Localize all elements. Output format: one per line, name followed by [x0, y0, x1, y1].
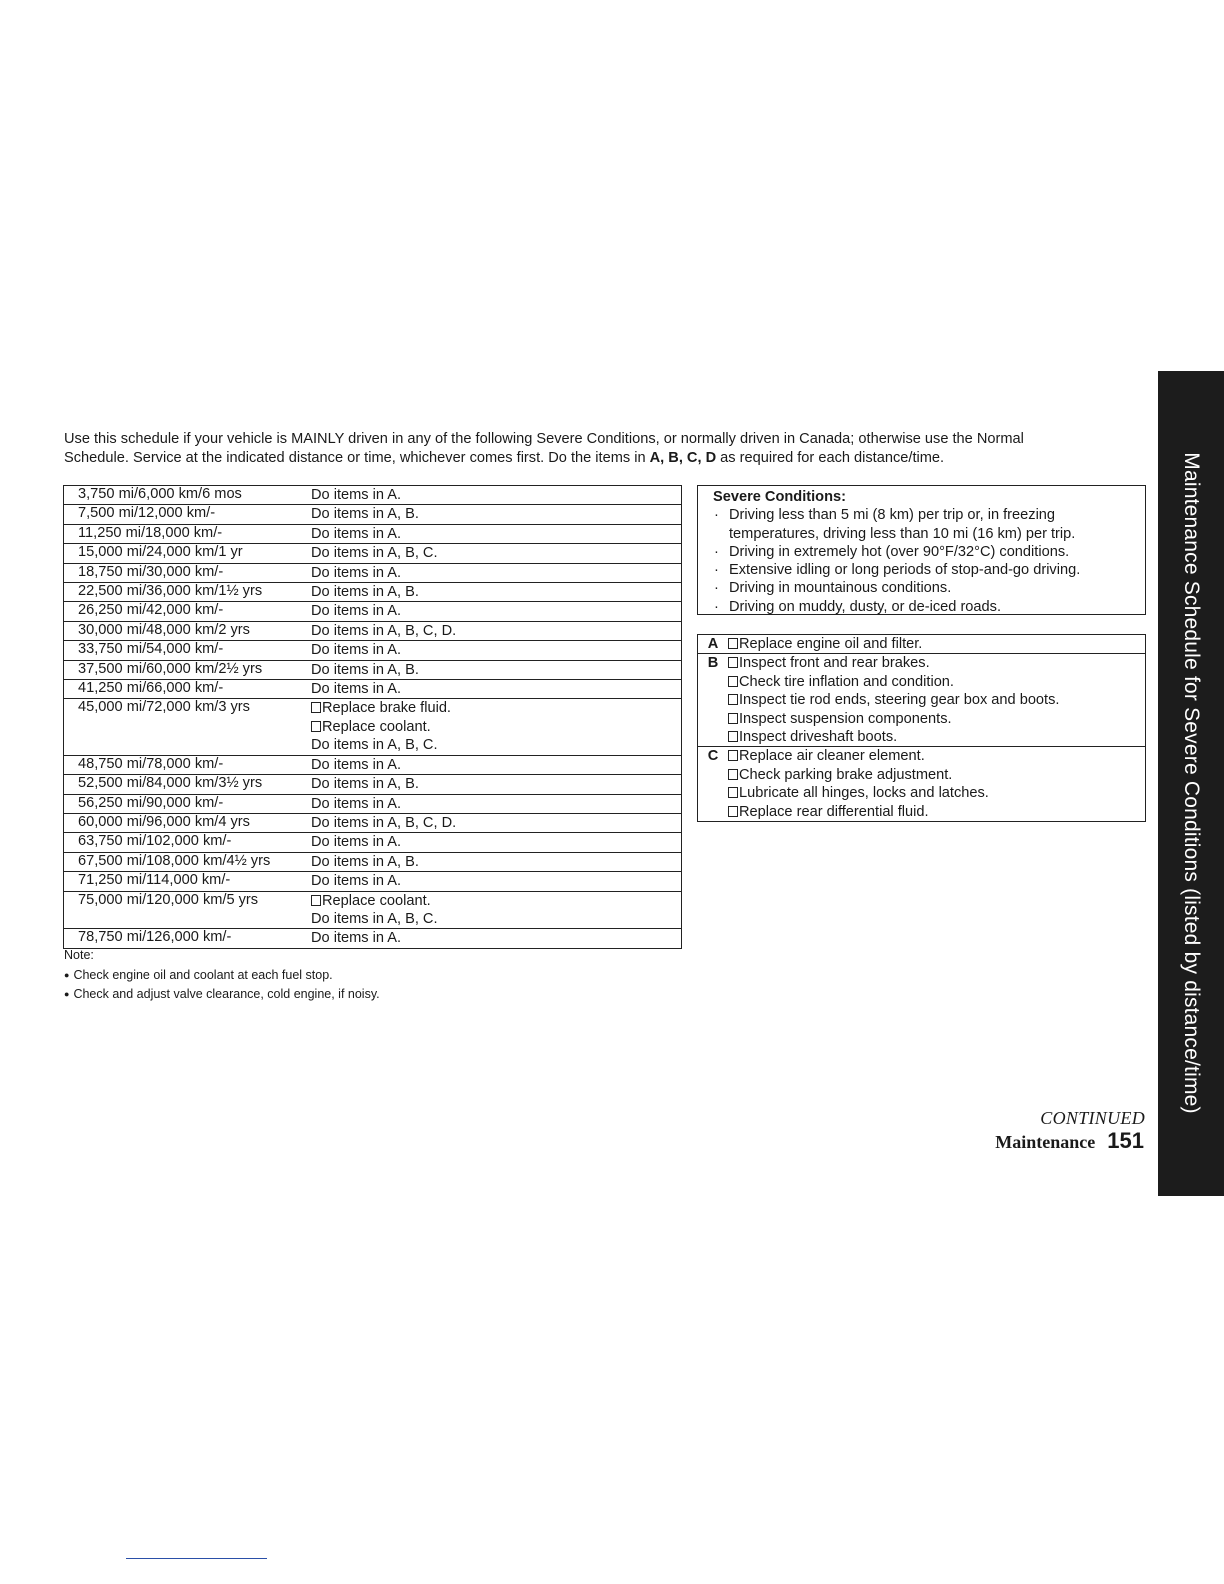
note-bullet-icon: ●: [64, 989, 70, 999]
severe-condition-item: [713, 579, 1145, 597]
severe-condition-text: Driving in extremely hot (over 90°F/32°C) conditions.: [729, 543, 1070, 560]
schedule-interval: 52,500 mi/84,000 km/3½ yrs: [78, 775, 263, 792]
schedule-row: [64, 486, 681, 505]
schedule-action-text: Do items in A.: [311, 642, 402, 659]
checkbox-icon: [728, 713, 738, 724]
item-group-letter: C: [707, 748, 719, 765]
maintenance-item-text: Replace rear differential fluid.: [739, 803, 929, 820]
schedule-action: [311, 622, 681, 640]
schedule-action: [311, 795, 681, 813]
checkbox-icon: [311, 895, 321, 906]
schedule-action: [311, 583, 681, 601]
checkbox-icon: [728, 750, 738, 761]
item-group-list: [728, 747, 1145, 821]
schedule-action: [311, 641, 681, 659]
schedule-action-text: Replace brake fluid.: [322, 700, 451, 717]
bullet-icon: ·: [714, 562, 719, 579]
checkbox-icon: [728, 806, 738, 817]
maintenance-item: [728, 710, 1145, 728]
schedule-action: [311, 775, 681, 793]
schedule-row: [64, 583, 681, 602]
schedule-actions: [297, 929, 681, 947]
schedule-row: [64, 564, 681, 583]
schedule-interval: 18,750 mi/30,000 km/-: [78, 563, 224, 580]
schedule-action: [311, 525, 681, 543]
schedule-row: [64, 853, 681, 872]
schedule-actions: [297, 661, 681, 679]
item-group-letter: B: [707, 655, 719, 672]
item-group-a: [698, 635, 1145, 654]
schedule-action-text: Do items in A, B.: [311, 506, 419, 523]
schedule-interval: 48,750 mi/78,000 km/-: [78, 755, 224, 772]
schedule-interval: 71,250 mi/114,000 km/-: [78, 872, 231, 889]
item-group-list: [728, 654, 1145, 746]
schedule-action-text: Do items in A.: [311, 564, 402, 581]
severe-condition-item: [713, 506, 1145, 543]
note-label: Note:: [64, 948, 94, 962]
schedule-action-text: Do items in A, B, C.: [311, 910, 438, 927]
maintenance-item-text: Inspect front and rear brakes.: [739, 655, 930, 672]
checkbox-icon: [728, 787, 738, 798]
schedule-actions: [297, 775, 681, 793]
maintenance-item: [728, 691, 1145, 709]
item-group-b: [698, 654, 1145, 747]
checkbox-icon: [728, 676, 738, 687]
schedule-actions: [297, 602, 681, 620]
intro-text: [64, 430, 1149, 468]
maintenance-item: [728, 635, 1145, 653]
schedule-actions: [297, 641, 681, 659]
schedule-actions: [297, 486, 681, 504]
schedule-interval: 11,250 mi/18,000 km/-: [78, 524, 223, 541]
intro-line-2: [64, 449, 1149, 468]
schedule-interval: 63,750 mi/102,000 km/-: [78, 833, 232, 850]
bullet-icon: ·: [714, 580, 719, 597]
maintenance-item: [728, 728, 1145, 746]
intro-line-2-end: as required for each distance/time.: [716, 450, 945, 466]
schedule-action-text: Do items in A.: [311, 756, 402, 773]
maintenance-item: [728, 784, 1145, 802]
schedule-interval: 15,000 mi/24,000 km/1 yr: [78, 544, 243, 561]
schedule-row: [64, 602, 681, 621]
schedule-action-text: Do items in A.: [311, 873, 402, 890]
schedule-action: [311, 602, 681, 620]
checkbox-icon: [728, 731, 738, 742]
schedule-action: [311, 929, 681, 947]
maintenance-item: [728, 747, 1145, 765]
severe-condition-text: Driving on muddy, dusty, or de-iced roads.: [729, 598, 1002, 615]
schedule-interval: 41,250 mi/66,000 km/-: [78, 680, 224, 697]
checkbox-icon: [728, 657, 738, 668]
note-item: [64, 985, 380, 1005]
schedule-actions: [297, 833, 681, 851]
maintenance-items-table: [697, 634, 1146, 822]
schedule-interval: 60,000 mi/96,000 km/4 yrs: [78, 813, 250, 830]
continued-label: CONTINUED: [1040, 1108, 1145, 1128]
schedule-action-text: Do items in A, B, C.: [311, 545, 438, 562]
maintenance-item-text: Inspect driveshaft boots.: [739, 729, 898, 746]
schedule-interval: 67,500 mi/108,000 km/4½ yrs: [78, 852, 271, 869]
schedule-action-text: Do items in A.: [311, 487, 402, 503]
schedule-action: [311, 661, 681, 679]
checkbox-icon: [728, 638, 738, 649]
schedule-interval: 7,500 mi/12,000 km/-: [78, 505, 216, 522]
schedule-actions: [297, 756, 681, 774]
schedule-action-text: Do items in A.: [311, 834, 402, 851]
note-section: [64, 946, 380, 1005]
maintenance-item: [728, 766, 1145, 784]
schedule-action-text: Do items in A, B.: [311, 853, 419, 870]
schedule-interval: 56,250 mi/90,000 km/-: [78, 794, 224, 811]
schedule-action-text: Do items in A.: [311, 603, 402, 620]
schedule-action: [311, 736, 681, 754]
intro-line-1: Use this schedule if your vehicle is MAINLY driven in any of the following Severe Conditions, or normally driven in Canada; otherwise use the Normal: [64, 431, 1024, 447]
schedule-actions: [297, 544, 681, 562]
bullet-icon: ·: [714, 598, 719, 615]
schedule-action-text: Do items in A, B, C, D.: [311, 814, 457, 831]
schedule-action-text: Do items in A.: [311, 525, 402, 542]
severe-condition-item: [713, 561, 1145, 579]
schedule-interval: 45,000 mi/72,000 km/3 yrs: [78, 699, 250, 716]
schedule-action-text: Do items in A, B.: [311, 661, 419, 678]
page-number: 151: [1107, 1128, 1144, 1153]
maintenance-item-text: Replace engine oil and filter.: [739, 636, 923, 652]
schedule-action-text: Do items in A, B.: [311, 776, 419, 793]
bottom-rule: [126, 1558, 267, 1559]
schedule-actions: [297, 853, 681, 871]
side-tab: [1158, 371, 1224, 1196]
schedule-actions: [297, 564, 681, 582]
maintenance-item: [728, 803, 1145, 821]
schedule-action: [311, 699, 681, 717]
schedule-row: [64, 795, 681, 814]
checkbox-icon: [728, 694, 738, 705]
schedule-row: [64, 622, 681, 641]
schedule-actions: [297, 795, 681, 813]
schedule-row: [64, 680, 681, 699]
checkbox-icon: [311, 721, 321, 732]
checkbox-icon: [728, 769, 738, 780]
schedule-row: [64, 929, 681, 947]
schedule-action-text: Do items in A, B.: [311, 584, 419, 601]
schedule-action-text: Do items in A.: [311, 681, 402, 698]
schedule-actions: [297, 872, 681, 890]
maintenance-item-text: Check parking brake adjustment.: [739, 766, 953, 783]
note-bullet-icon: ●: [64, 969, 70, 980]
schedule-action-text: Replace coolant.: [322, 718, 431, 735]
severe-conditions-list: [713, 506, 1145, 616]
schedule-actions: [297, 699, 681, 754]
schedule-action: [311, 544, 681, 562]
intro-line-2-start: Schedule. Service at the indicated distance or time, whichever comes first. Do the items in: [64, 450, 650, 466]
schedule-row: [64, 756, 681, 775]
schedule-actions: [297, 505, 681, 523]
section-name: Maintenance: [995, 1132, 1096, 1152]
maintenance-item-text: Check tire inflation and condition.: [739, 673, 954, 690]
note-item-text: Check engine oil and coolant at each fuel stop.: [73, 967, 333, 982]
side-tab-label: Maintenance Schedule for Severe Conditions (listed by distance/time): [1180, 452, 1203, 1114]
maintenance-item-text: Inspect tie rod ends, steering gear box and boots.: [739, 692, 1060, 709]
maintenance-item: [728, 673, 1145, 691]
schedule-action: [311, 853, 681, 871]
schedule-action: [311, 680, 681, 698]
severe-condition-text: Extensive idling or long periods of stop-and-go driving.: [729, 562, 1081, 579]
schedule-action: [311, 756, 681, 774]
schedule-action: [311, 833, 681, 851]
schedule-row: [64, 544, 681, 563]
schedule-row: [64, 505, 681, 524]
item-group-c: [698, 747, 1145, 821]
schedule-actions: [297, 680, 681, 698]
maintenance-item: [728, 654, 1145, 672]
schedule-row: [64, 814, 681, 833]
severe-conditions-box: [697, 485, 1146, 615]
maintenance-item-text: Lubricate all hinges, locks and latches.: [739, 785, 989, 802]
item-group-letter: A: [707, 636, 719, 652]
schedule-row: [64, 525, 681, 544]
schedule-interval: 22,500 mi/36,000 km/1½ yrs: [78, 583, 263, 600]
schedule-action-text: Do items in A.: [311, 795, 402, 812]
schedule-action-text: Do items in A.: [311, 930, 402, 947]
schedule-row: [64, 641, 681, 660]
schedule-table: [63, 485, 682, 949]
schedule-action: [311, 814, 681, 832]
schedule-actions: [297, 892, 681, 929]
bullet-icon: ·: [714, 543, 719, 560]
schedule-row: [64, 872, 681, 891]
schedule-action: [311, 892, 681, 910]
severe-condition-item: [713, 598, 1145, 616]
note-item-text: Check and adjust valve clearance, cold engine, if noisy.: [73, 987, 380, 1001]
note-item: [64, 966, 380, 986]
schedule-row: [64, 661, 681, 680]
schedule-interval: 75,000 mi/120,000 km/5 yrs: [78, 891, 259, 908]
schedule-action: [311, 910, 681, 928]
schedule-interval: 37,500 mi/60,000 km/2½ yrs: [78, 660, 263, 677]
item-group-list: [728, 635, 1145, 653]
schedule-action: [311, 718, 681, 736]
schedule-actions: [297, 583, 681, 601]
checkbox-icon: [311, 702, 321, 713]
schedule-interval: 3,750 mi/6,000 km/6 mos: [78, 486, 242, 502]
severe-condition-text: Driving in mountainous conditions.: [729, 580, 952, 597]
maintenance-item-text: Replace air cleaner element.: [739, 748, 925, 765]
page-footer: [995, 1128, 1144, 1154]
schedule-actions: [297, 814, 681, 832]
schedule-actions: [297, 525, 681, 543]
severe-condition-item: [713, 543, 1145, 561]
schedule-action: [311, 505, 681, 523]
schedule-action-text: Do items in A, B, C.: [311, 737, 438, 754]
schedule-interval: 33,750 mi/54,000 km/-: [78, 641, 224, 658]
severe-conditions-title: Severe Conditions:: [713, 489, 846, 505]
schedule-action: [311, 564, 681, 582]
schedule-actions: [297, 622, 681, 640]
schedule-row: [64, 892, 681, 930]
schedule-action-text: Do items in A, B, C, D.: [311, 622, 457, 639]
schedule-action: [311, 872, 681, 890]
schedule-row: [64, 833, 681, 852]
schedule-row: [64, 699, 681, 755]
intro-line-2-bold: A, B, C, D: [649, 450, 717, 466]
severe-condition-text: Driving less than 5 mi (8 km) per trip or, in freezing temperatures, driving less than 10 mi (16 km) per trip.: [729, 507, 1076, 542]
schedule-interval: 30,000 mi/48,000 km/2 yrs: [78, 621, 250, 638]
schedule-interval: 26,250 mi/42,000 km/-: [78, 602, 224, 619]
schedule-action-text: Replace coolant.: [322, 892, 431, 909]
schedule-row: [64, 775, 681, 794]
bullet-icon: ·: [714, 507, 719, 524]
maintenance-item-text: Inspect suspension components.: [739, 710, 952, 727]
schedule-interval: 78,750 mi/126,000 km/-: [78, 929, 232, 946]
schedule-action: [311, 486, 681, 504]
